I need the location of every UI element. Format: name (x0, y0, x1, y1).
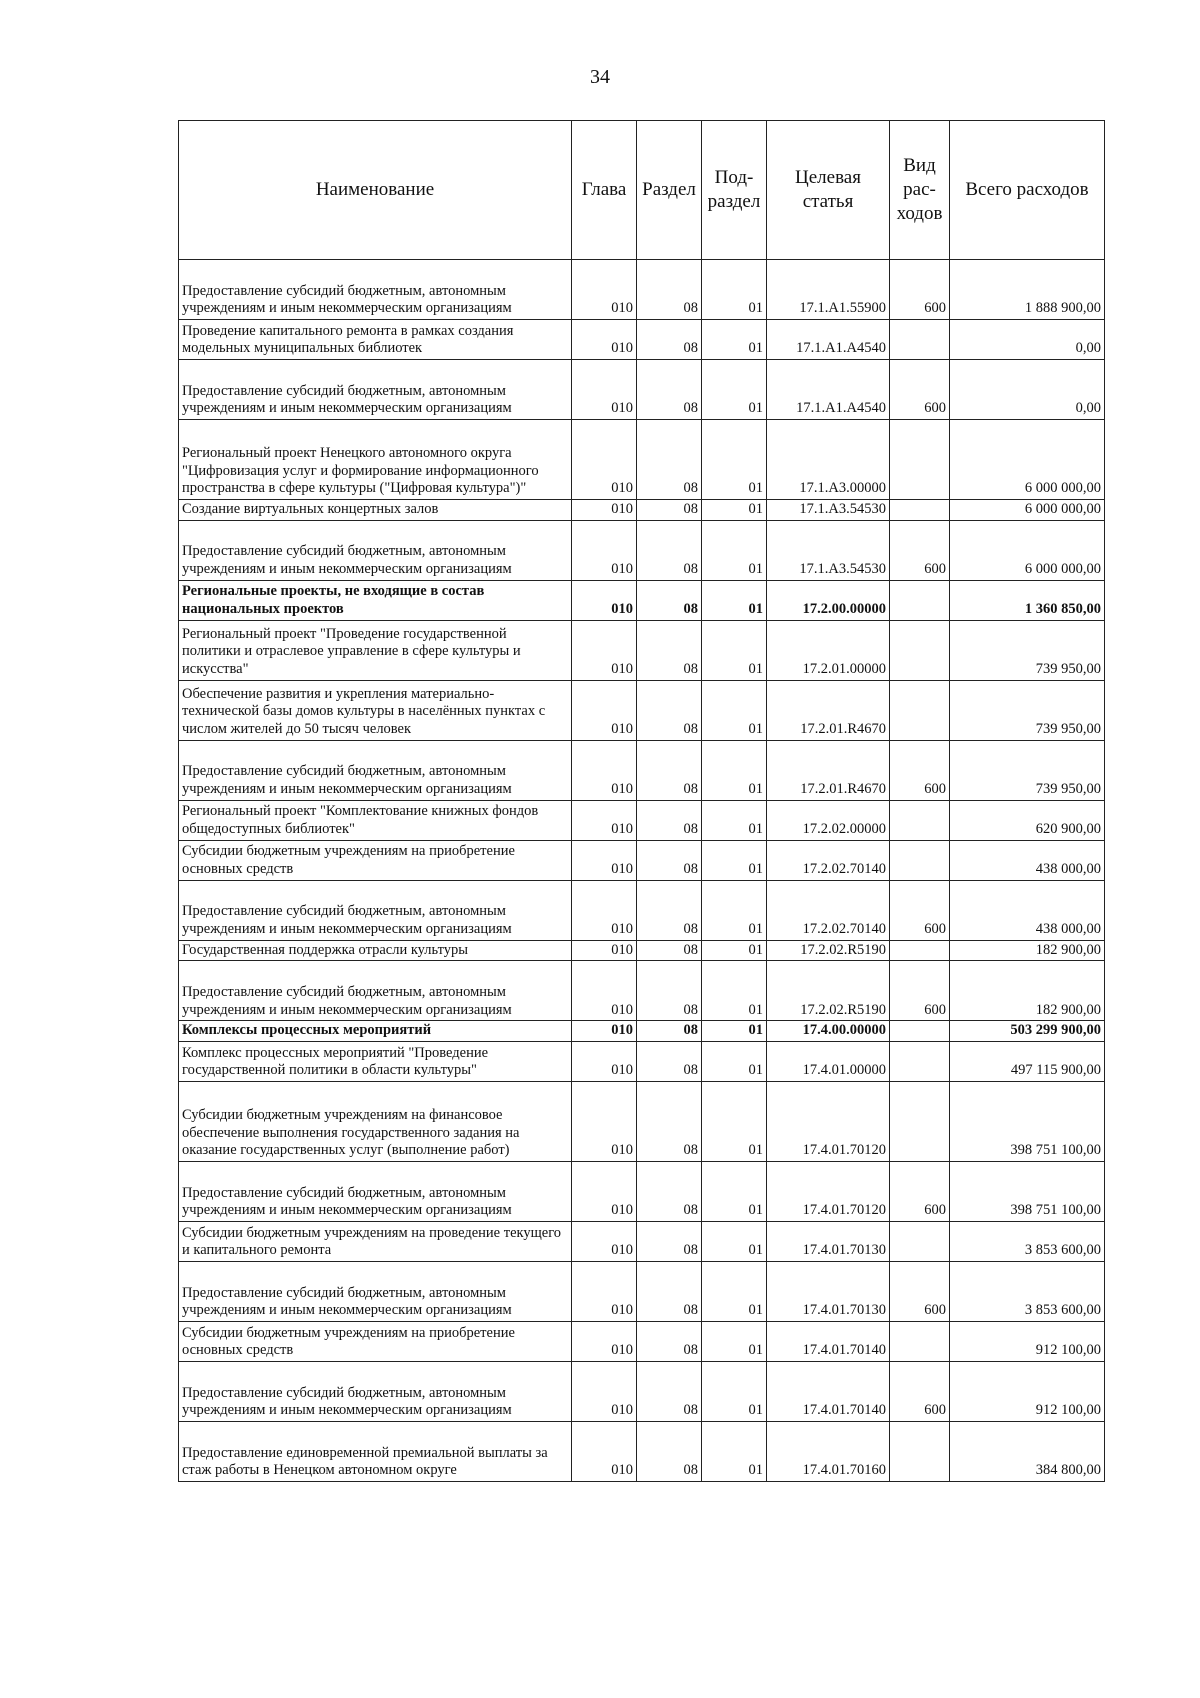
cell-celevaya-statya: 17.1.А3.54530 (767, 520, 890, 580)
table-row (179, 500, 1105, 521)
cell-razdel: 08 (637, 520, 702, 580)
cell-vsego-rashodov: 503 299 900,00 (950, 1021, 1105, 1042)
table-row (179, 1082, 1105, 1162)
cell-vid-rashodov (890, 320, 950, 360)
cell-celevaya-statya: 17.2.01.00000 (767, 620, 890, 680)
cell-celevaya-statya: 17.4.01.70120 (767, 1162, 890, 1222)
cell-vsego-rashodov: 438 000,00 (950, 880, 1105, 940)
cell-podrazdel: 01 (702, 1021, 767, 1042)
cell-razdel: 08 (637, 1082, 702, 1162)
cell-vid-rashodov (890, 1021, 950, 1042)
cell-glava: 010 (572, 840, 637, 880)
cell-podrazdel: 01 (702, 1362, 767, 1422)
cell-celevaya-statya: 17.2.00.00000 (767, 580, 890, 620)
table-header-row (179, 121, 1105, 260)
page-number: 34 (590, 66, 610, 88)
cell-vid-rashodov: 600 (890, 740, 950, 800)
cell-vid-rashodov (890, 800, 950, 840)
cell-name: Проведение капитального ремонта в рамках создания модельных муниципальных библиотек (179, 320, 572, 360)
header-celevaya-statya: Целевая статья (767, 121, 890, 260)
cell-celevaya-statya: 17.2.02.70140 (767, 840, 890, 880)
cell-glava: 010 (572, 1262, 637, 1322)
cell-name: Субсидии бюджетным учреждениям на приобретение основных средств (179, 1322, 572, 1362)
cell-vsego-rashodov: 497 115 900,00 (950, 1042, 1105, 1082)
cell-vsego-rashodov: 1 888 900,00 (950, 260, 1105, 320)
cell-celevaya-statya: 17.4.01.70120 (767, 1082, 890, 1162)
table-row (179, 1162, 1105, 1222)
cell-vid-rashodov: 600 (890, 1362, 950, 1422)
cell-razdel: 08 (637, 1422, 702, 1482)
cell-name: Комплекс процессных мероприятий "Проведение государственной политики в области культуры" (179, 1042, 572, 1082)
cell-glava: 010 (572, 320, 637, 360)
table-row (179, 840, 1105, 880)
cell-vid-rashodov: 600 (890, 880, 950, 940)
cell-podrazdel: 01 (702, 1222, 767, 1262)
cell-vid-rashodov (890, 940, 950, 961)
cell-name: Региональный проект "Комплектование книжных фондов общедоступных библиотек" (179, 800, 572, 840)
cell-razdel: 08 (637, 260, 702, 320)
cell-name: Предоставление субсидий бюджетным, автономным учреждениям и иным некоммерческим организациям (179, 520, 572, 580)
cell-podrazdel: 01 (702, 520, 767, 580)
cell-vsego-rashodov: 6 000 000,00 (950, 500, 1105, 521)
cell-vsego-rashodov: 3 853 600,00 (950, 1222, 1105, 1262)
cell-podrazdel: 01 (702, 1322, 767, 1362)
header-vsego-rashodov: Всего расходов (950, 121, 1105, 260)
cell-podrazdel: 01 (702, 1262, 767, 1322)
cell-razdel: 08 (637, 1262, 702, 1322)
cell-glava: 010 (572, 800, 637, 840)
cell-glava: 010 (572, 1042, 637, 1082)
table-row (179, 1222, 1105, 1262)
cell-celevaya-statya: 17.2.01.R4670 (767, 680, 890, 740)
cell-razdel: 08 (637, 1322, 702, 1362)
cell-name: Предоставление субсидий бюджетным, автономным учреждениям и иным некоммерческим организациям (179, 1162, 572, 1222)
table-row (179, 1042, 1105, 1082)
table-row (179, 940, 1105, 961)
cell-glava: 010 (572, 620, 637, 680)
cell-vid-rashodov (890, 1322, 950, 1362)
cell-glava: 010 (572, 1222, 637, 1262)
table-body (179, 260, 1105, 1482)
cell-name: Комплексы процессных мероприятий (179, 1021, 572, 1042)
cell-name: Предоставление единовременной премиальной выплаты за стаж работы в Ненецком автономном округе (179, 1422, 572, 1482)
cell-vid-rashodov (890, 500, 950, 521)
cell-podrazdel: 01 (702, 1422, 767, 1482)
cell-celevaya-statya: 17.1.А1.А4540 (767, 320, 890, 360)
table-row (179, 961, 1105, 1021)
cell-vid-rashodov (890, 620, 950, 680)
cell-glava: 010 (572, 360, 637, 420)
cell-podrazdel: 01 (702, 800, 767, 840)
cell-glava: 010 (572, 1082, 637, 1162)
cell-glava: 010 (572, 1422, 637, 1482)
cell-vid-rashodov: 600 (890, 520, 950, 580)
cell-name: Субсидии бюджетным учреждениям на приобретение основных средств (179, 840, 572, 880)
cell-glava: 010 (572, 1322, 637, 1362)
cell-vid-rashodov: 600 (890, 961, 950, 1021)
cell-vid-rashodov (890, 1422, 950, 1482)
cell-name: Субсидии бюджетным учреждениям на проведение текущего и капитального ремонта (179, 1222, 572, 1262)
cell-vid-rashodov (890, 1082, 950, 1162)
cell-vsego-rashodov: 1 360 850,00 (950, 580, 1105, 620)
cell-name: Создание виртуальных концертных залов (179, 500, 572, 521)
cell-vid-rashodov: 600 (890, 360, 950, 420)
cell-vsego-rashodov: 0,00 (950, 360, 1105, 420)
cell-name: Предоставление субсидий бюджетным, автономным учреждениям и иным некоммерческим организациям (179, 260, 572, 320)
cell-name: Региональный проект Ненецкого автономного округа "Цифровизация услуг и формирование информационного пространства в сфере культуры ("Цифровая культура")" (179, 420, 572, 500)
cell-razdel: 08 (637, 1162, 702, 1222)
cell-podrazdel: 01 (702, 740, 767, 800)
cell-vsego-rashodov: 438 000,00 (950, 840, 1105, 880)
cell-celevaya-statya: 17.4.01.70160 (767, 1422, 890, 1482)
cell-celevaya-statya: 17.4.01.70130 (767, 1222, 890, 1262)
cell-vid-rashodov (890, 680, 950, 740)
cell-glava: 010 (572, 740, 637, 800)
table-row (179, 1422, 1105, 1482)
cell-podrazdel: 01 (702, 961, 767, 1021)
cell-celevaya-statya: 17.4.01.70140 (767, 1322, 890, 1362)
cell-podrazdel: 01 (702, 880, 767, 940)
cell-razdel: 08 (637, 961, 702, 1021)
cell-podrazdel: 01 (702, 580, 767, 620)
table-row (179, 800, 1105, 840)
cell-razdel: 08 (637, 420, 702, 500)
cell-podrazdel: 01 (702, 360, 767, 420)
table-row (179, 520, 1105, 580)
cell-celevaya-statya: 17.1.А1.55900 (767, 260, 890, 320)
cell-razdel: 08 (637, 500, 702, 521)
table-row (179, 880, 1105, 940)
cell-vsego-rashodov: 0,00 (950, 320, 1105, 360)
cell-podrazdel: 01 (702, 1082, 767, 1162)
table-row (179, 740, 1105, 800)
cell-podrazdel: 01 (702, 260, 767, 320)
cell-razdel: 08 (637, 1021, 702, 1042)
table-row (179, 360, 1105, 420)
cell-glava: 010 (572, 940, 637, 961)
cell-celevaya-statya: 17.4.01.00000 (767, 1042, 890, 1082)
cell-vsego-rashodov: 739 950,00 (950, 680, 1105, 740)
table-row (179, 1322, 1105, 1362)
table-row (179, 680, 1105, 740)
cell-podrazdel: 01 (702, 1162, 767, 1222)
cell-vsego-rashodov: 620 900,00 (950, 800, 1105, 840)
cell-glava: 010 (572, 580, 637, 620)
cell-celevaya-statya: 17.4.01.70140 (767, 1362, 890, 1422)
cell-glava: 010 (572, 1162, 637, 1222)
cell-name: Предоставление субсидий бюджетным, автономным учреждениям и иным некоммерческим организациям (179, 1262, 572, 1322)
cell-razdel: 08 (637, 940, 702, 961)
cell-celevaya-statya: 17.4.00.00000 (767, 1021, 890, 1042)
cell-vid-rashodov: 600 (890, 1162, 950, 1222)
cell-podrazdel: 01 (702, 1042, 767, 1082)
cell-name: Предоставление субсидий бюджетным, автономным учреждениям и иным некоммерческим организациям (179, 880, 572, 940)
cell-podrazdel: 01 (702, 500, 767, 521)
table-row (179, 420, 1105, 500)
cell-vsego-rashodov: 739 950,00 (950, 740, 1105, 800)
cell-celevaya-statya: 17.1.А3.54530 (767, 500, 890, 521)
cell-glava: 010 (572, 420, 637, 500)
table-row (179, 580, 1105, 620)
cell-name: Предоставление субсидий бюджетным, автономным учреждениям и иным некоммерческим организациям (179, 740, 572, 800)
cell-podrazdel: 01 (702, 420, 767, 500)
cell-razdel: 08 (637, 880, 702, 940)
cell-podrazdel: 01 (702, 840, 767, 880)
cell-razdel: 08 (637, 620, 702, 680)
cell-celevaya-statya: 17.2.02.R5190 (767, 961, 890, 1021)
cell-name: Обеспечение развития и укрепления материально-технической базы домов культуры в населённых пунктах с числом жителей до 50 тысяч человек (179, 680, 572, 740)
table-row (179, 620, 1105, 680)
cell-vid-rashodov (890, 840, 950, 880)
cell-vsego-rashodov: 398 751 100,00 (950, 1162, 1105, 1222)
table-row (179, 260, 1105, 320)
cell-name: Предоставление субсидий бюджетным, автономным учреждениям и иным некоммерческим организациям (179, 1362, 572, 1422)
header-razdel: Раздел (637, 121, 702, 260)
cell-glava: 010 (572, 1021, 637, 1042)
cell-razdel: 08 (637, 1222, 702, 1262)
cell-glava: 010 (572, 961, 637, 1021)
cell-razdel: 08 (637, 360, 702, 420)
cell-razdel: 08 (637, 800, 702, 840)
table-row (179, 1262, 1105, 1322)
cell-razdel: 08 (637, 840, 702, 880)
cell-celevaya-statya: 17.1.А1.А4540 (767, 360, 890, 420)
cell-name: Государственная поддержка отрасли культуры (179, 940, 572, 961)
cell-name: Региональный проект "Проведение государственной политики и отраслевое управление в сфере культуры и искусства" (179, 620, 572, 680)
cell-name: Предоставление субсидий бюджетным, автономным учреждениям и иным некоммерческим организациям (179, 961, 572, 1021)
cell-glava: 010 (572, 260, 637, 320)
header-podrazdel: Под- раздел (702, 121, 767, 260)
cell-vsego-rashodov: 6 000 000,00 (950, 420, 1105, 500)
table-row (179, 320, 1105, 360)
cell-vid-rashodov (890, 1222, 950, 1262)
cell-podrazdel: 01 (702, 620, 767, 680)
cell-celevaya-statya: 17.2.01.R4670 (767, 740, 890, 800)
cell-vid-rashodov: 600 (890, 1262, 950, 1322)
cell-razdel: 08 (637, 320, 702, 360)
cell-name: Региональные проекты, не входящие в состав национальных проектов (179, 580, 572, 620)
header-name: Наименование (179, 121, 572, 260)
cell-glava: 010 (572, 500, 637, 521)
cell-razdel: 08 (637, 1042, 702, 1082)
cell-celevaya-statya: 17.2.02.70140 (767, 880, 890, 940)
cell-podrazdel: 01 (702, 320, 767, 360)
cell-name: Субсидии бюджетным учреждениям на финансовое обеспечение выполнения государственного задания на оказание государственных услуг (выполнение работ) (179, 1082, 572, 1162)
cell-glava: 010 (572, 880, 637, 940)
cell-celevaya-statya: 17.2.02.00000 (767, 800, 890, 840)
cell-podrazdel: 01 (702, 940, 767, 961)
cell-razdel: 08 (637, 1362, 702, 1422)
cell-razdel: 08 (637, 680, 702, 740)
table-row (179, 1362, 1105, 1422)
cell-glava: 010 (572, 680, 637, 740)
cell-vid-rashodov: 600 (890, 260, 950, 320)
cell-celevaya-statya: 17.2.02.R5190 (767, 940, 890, 961)
cell-vid-rashodov (890, 420, 950, 500)
cell-vid-rashodov (890, 580, 950, 620)
cell-razdel: 08 (637, 580, 702, 620)
cell-celevaya-statya: 17.1.А3.00000 (767, 420, 890, 500)
cell-vsego-rashodov: 739 950,00 (950, 620, 1105, 680)
cell-vsego-rashodov: 912 100,00 (950, 1362, 1105, 1422)
cell-glava: 010 (572, 520, 637, 580)
cell-vsego-rashodov: 398 751 100,00 (950, 1082, 1105, 1162)
cell-podrazdel: 01 (702, 680, 767, 740)
cell-glava: 010 (572, 1362, 637, 1422)
table-row (179, 1021, 1105, 1042)
cell-vsego-rashodov: 3 853 600,00 (950, 1262, 1105, 1322)
cell-vsego-rashodov: 384 800,00 (950, 1422, 1105, 1482)
cell-vsego-rashodov: 182 900,00 (950, 961, 1105, 1021)
cell-vsego-rashodov: 912 100,00 (950, 1322, 1105, 1362)
cell-vsego-rashodov: 182 900,00 (950, 940, 1105, 961)
header-glava: Глава (572, 121, 637, 260)
cell-celevaya-statya: 17.4.01.70130 (767, 1262, 890, 1322)
cell-vid-rashodov (890, 1042, 950, 1082)
header-vid-rashodov: Вид рас- ходов (890, 121, 950, 260)
budget-table (178, 120, 1105, 1482)
cell-name: Предоставление субсидий бюджетным, автономным учреждениям и иным некоммерческим организациям (179, 360, 572, 420)
cell-vsego-rashodov: 6 000 000,00 (950, 520, 1105, 580)
cell-razdel: 08 (637, 740, 702, 800)
